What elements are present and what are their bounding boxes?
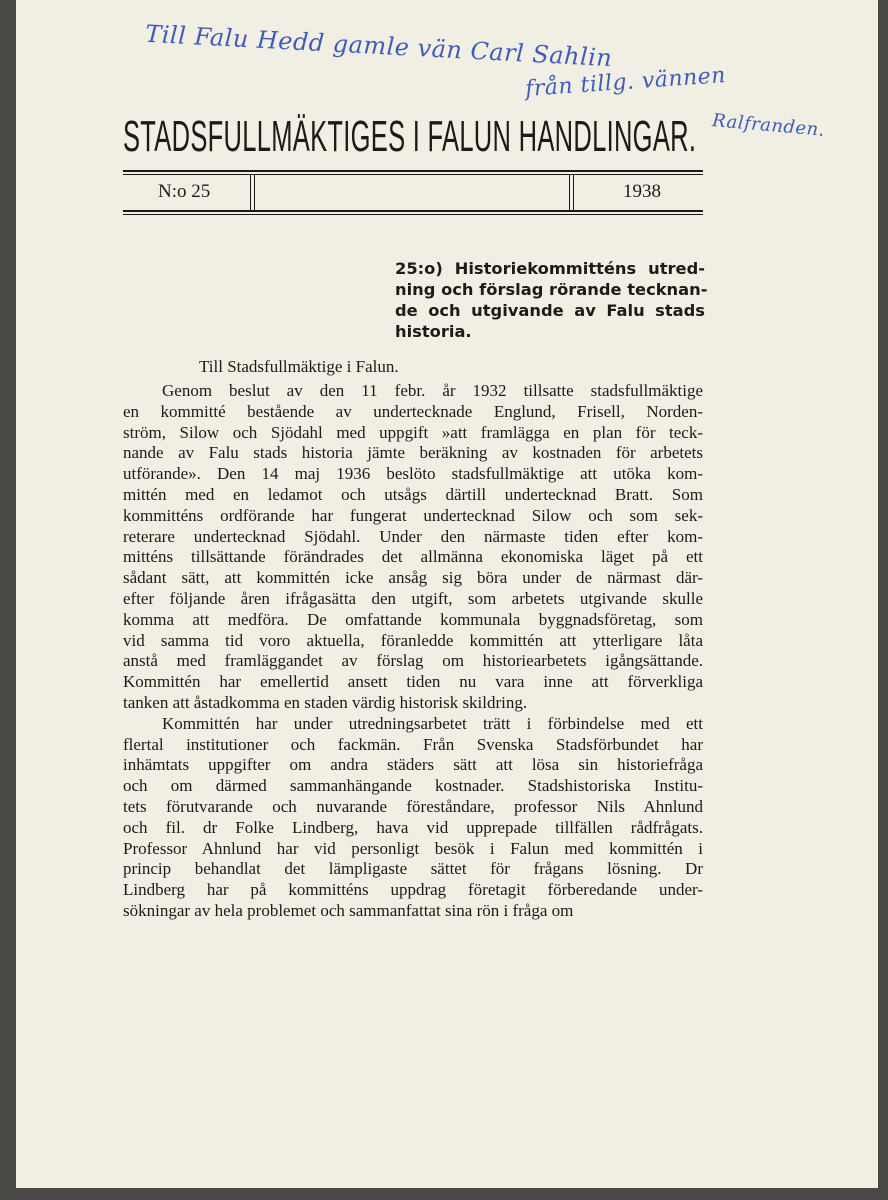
heading-line: 25:o) Historiekommitténs utred- (395, 259, 705, 278)
masthead-title-text: STADSFULLMÄKTIGES I FALUN HANDLINGAR. (123, 112, 697, 161)
body-line: tets förutvarande och nuvarande föreståndare, professor Nils Ahnlund (123, 796, 703, 816)
masthead-divider (250, 175, 255, 211)
body-line: mittén med en ledamot och utsågs därtill undertecknad Bratt. Som (123, 484, 703, 504)
issue-year: 1938 (623, 181, 661, 202)
heading-line: de och utgivande av Falu stads (395, 301, 705, 320)
section-heading (395, 258, 708, 342)
body-line: utförande». Den 14 maj 1936 beslöto stadsfullmäktige att utöka kom- (123, 464, 703, 484)
masthead-rule-bottom (123, 210, 703, 215)
body-line: Lindberg har på kommitténs uppdrag företagit förberedande under- (123, 880, 703, 900)
body-line: sökningar av hela problemet och sammanfattat sina rön i fråga om (123, 900, 574, 920)
body-line: ström, Silow och Sjödahl med uppgift »att framlägga en plan för teck- (123, 422, 703, 442)
issue-number: N:o 25 (158, 181, 211, 202)
body-line: anstå med framläggandet av förslag om historiearbetets igångsättande. (123, 651, 703, 671)
handwritten-dedication-line-2: från tillg. vännen (524, 63, 727, 102)
body-line: en kommitté bestående av undertecknade Englund, Frisell, Norden- (123, 401, 703, 421)
body-line: Genom beslut av den 11 febr. år 1932 tillsatte stadsfullmäktige (162, 381, 703, 400)
body-line: nande av Falu stads historia jämte beräkning av kostnaden för arbetets (123, 443, 703, 463)
body-line: flertal institutioner och fackmän. Från Svenska Stadsförbundet har (123, 734, 703, 754)
masthead-rule-top (123, 170, 703, 175)
heading-line: historia. (395, 322, 472, 341)
body-line: kommitténs ordförande har fungerat undertecknad Silow och som sek- (123, 505, 703, 525)
body-line: Kommittén har under utredningsarbetet trätt i förbindelse med ett (162, 713, 703, 733)
body-text (123, 381, 703, 922)
body-line: Professor Ahnlund har vid personligt besök i Falun med kommittén i (123, 838, 703, 858)
heading-line: ning och förslag rörande tecknan- (395, 280, 708, 299)
body-line: och om därmed sammanhängande kostnader. Stadshistoriska Institu- (123, 776, 703, 796)
body-line: tanken att åstadkomma en staden värdig historisk skildring. (123, 692, 528, 712)
body-line: och fil. dr Folke Lindberg, hava vid upprepade tillfällen rådfrågats. (123, 817, 703, 837)
body-line: reterare undertecknad Sjödahl. Under den närmaste tiden efter kom- (123, 526, 703, 546)
handwritten-signature: Ralfranden. (711, 110, 826, 141)
body-line: inhämtats uppgifter om andra städers sätt att lösa sin historiefråga (123, 755, 703, 775)
masthead-divider (569, 175, 574, 211)
body-line: Kommittén har emellertid ansett tiden nu vara inne att förverkliga (123, 672, 703, 692)
body-line: sådant sätt, att kommittén icke ansåg sig böra under de närmast där- (123, 568, 703, 588)
body-line: vid samma tid voro aktuella, föranledde kommittén att ytterligare låta (123, 630, 703, 650)
body-line: princip behandlat det lämpligaste sättet för frågans lösning. Dr (123, 859, 703, 879)
salutation: Till Stadsfullmäktige i Falun. (199, 357, 399, 376)
masthead-title (123, 112, 703, 162)
body-line: efter följande åren ifrågasätta den utgift, som arbetets utgivande skulle (123, 588, 703, 608)
body-line: mitténs tillsättande förändrades det allmänna ekonomiska läget på ett (123, 547, 703, 567)
body-line: komma att medföra. De omfattande kommunala byggnadsföretag, som (123, 609, 703, 629)
handwritten-dedication-line-1: Till Falu Hedd gamle vän Carl Sahlin (144, 19, 614, 73)
